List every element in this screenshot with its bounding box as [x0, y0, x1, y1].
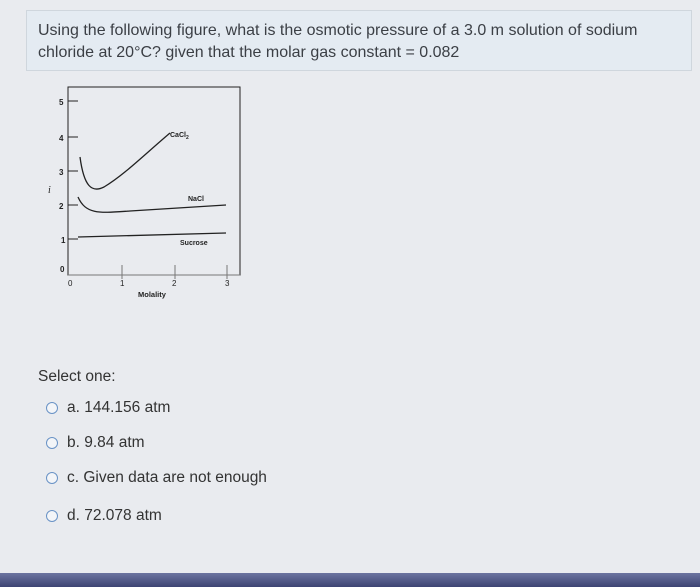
figure-svg [40, 79, 260, 309]
y-tick-label-4: 4 [59, 134, 64, 143]
radio-option-a[interactable] [46, 402, 58, 414]
question-text [38, 20, 683, 64]
question-box [26, 10, 692, 71]
y-tick-label-0: 0 [60, 265, 65, 274]
option-b[interactable] [46, 432, 145, 454]
plot-frame [68, 87, 240, 275]
x-axis-label: Molality [138, 290, 166, 299]
option-d-text: d. 72.078 atm [67, 507, 162, 524]
option-a[interactable] [46, 397, 170, 419]
x-tick-label-0: 0 [68, 279, 73, 288]
cacl2-label: CaCl$_2$ [170, 132, 189, 141]
x-tick-label-2: 2 [172, 279, 177, 288]
y-tick-label-1: 1 [61, 236, 66, 245]
x-tick-label-3: 3 [225, 279, 230, 288]
nacl-label: NaCl [188, 196, 204, 203]
select-one-label: Select one: [38, 368, 116, 385]
option-c[interactable] [46, 467, 267, 489]
option-b-text: b. 9.84 atm [67, 434, 145, 451]
bottom-bar [0, 573, 700, 587]
radio-option-b[interactable] [46, 437, 58, 449]
radio-option-c[interactable] [46, 472, 58, 484]
x-tick-label-1: 1 [120, 279, 125, 288]
option-d[interactable] [46, 505, 162, 527]
y-axis-symbol: i [48, 185, 51, 196]
radio-option-d[interactable] [46, 510, 58, 522]
vant-hoff-factor-figure [40, 79, 260, 309]
option-c-text: c. Given data are not enough [67, 469, 267, 486]
y-tick-label-5: 5 [59, 98, 64, 107]
sucrose-label: Sucrose [180, 240, 208, 247]
cacl2-curve [80, 133, 170, 189]
sucrose-curve [78, 233, 226, 237]
question-line-1: Using the following figure, what is the osmotic pressure of a 3.0 m solution of sodium [38, 22, 638, 39]
y-tick-label-2: 2 [59, 202, 64, 211]
question-line-2: chloride at 20°C? given that the molar gas constant = 0.082 [38, 44, 460, 61]
y-tick-label-3: 3 [59, 168, 64, 177]
option-a-text: a. 144.156 atm [67, 399, 171, 416]
